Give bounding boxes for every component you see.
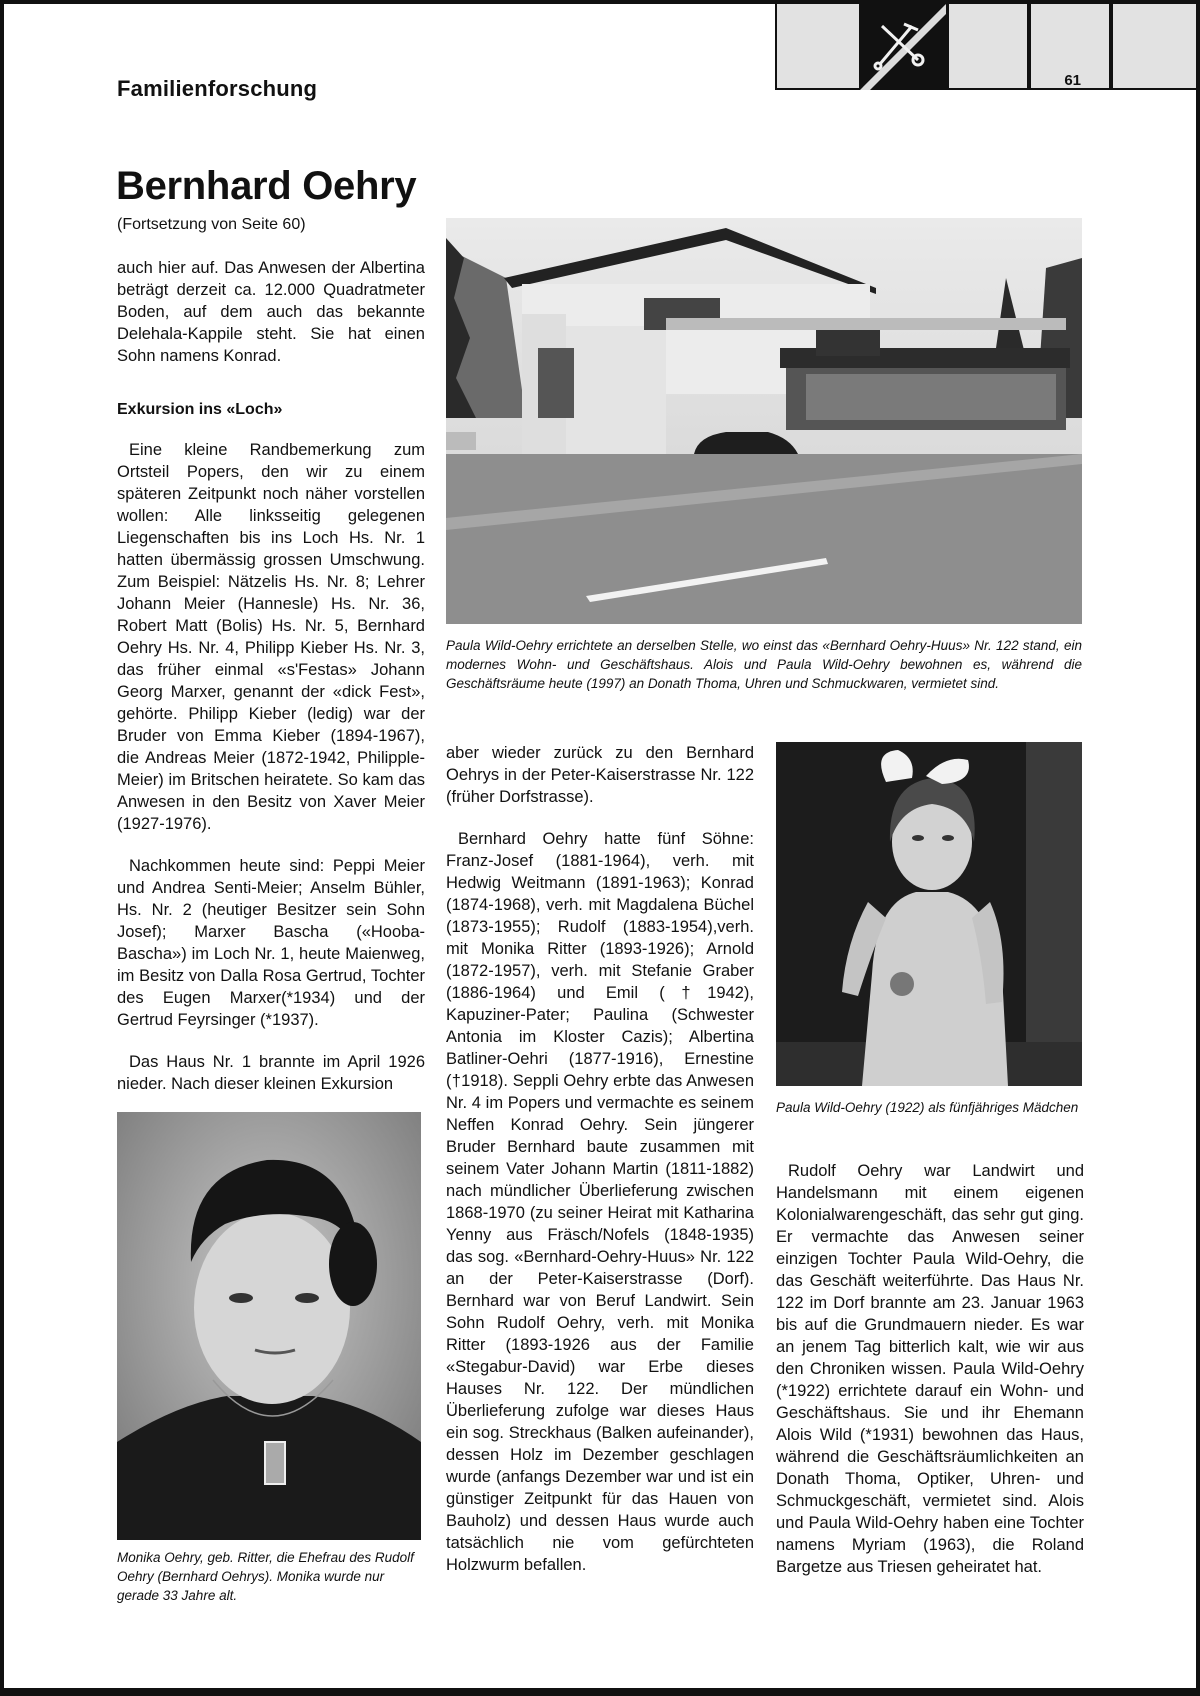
header-tab-blank — [947, 4, 1029, 90]
caption-woman: Monika Oehry, geb. Ritter, die Ehefrau des Rudolf Oehry (Bernhard Oehrys). Monika wurde nur gerade 33 Jahre alt. — [117, 1550, 414, 1603]
column-2 — [446, 742, 754, 1596]
paragraph: Bernhard Oehry hatte fünf Söhne: Franz-Josef (1881-1964), verh. mit Hedwig Weitmann (1891-1963); Konrad (1874-1968), verh. mit Magdalena Büchel (1873-1955); Rudolf (1883-1954),verh. mit Monika Ritter (1893-1926); Arnold (1872-1957), verh. mit Stefanie Graber (1886-1964) und Emil (†1942), Kapuziner-Pater; Paulina (Schwester Antonia im Kloster Cazis); Albertina Batliner-Oehri (1877-1916), Ernestine (†1918). Seppli Oehry erbte das Anwesen Nr. 4 im Popers und vermachte es seinem Neffen Konrad Oehry. Sein jüngerer Bruder Bernhard baute zusammen mit seinem Vater Johann Martin (1811-1882) nach mündlicher Überlieferung zwischen 1868-1970 (zu seiner Heirat mit Katharina Yenny aus Fräsch/Nofels (1848-1935) das sog. «Bernhard-Oehry-Huus» Nr. 122 an der Peter-Kaiserstrasse (Dorf). Bernhard war von Beruf Landwirt. Sein Sohn Rudolf Oehry, verh. mit Monika Ritter (1893-1926 aus der Familie «Stegabur-David) war Erbe dieses Hauses Nr. 122. Der mündlichen Überlieferung zufolge war dieses Haus ein sog. Streckhaus (Balken aufeinander), dessen Holz im Dezember geschlagen wurde (anfangs Dezember war und ist ein günstiger Zeitpunkt für das Hauen von Bauholz) und dessen Haus wurde auch tatsächlich nie vom gefürchteten Holzwurm befallen. — [446, 830, 754, 1574]
section-label: Familienforschung — [117, 76, 318, 101]
article-title: Bernhard Oehry — [116, 164, 417, 208]
header-tab-blank — [775, 4, 861, 90]
section-heading: Exkursion ins «Loch» — [117, 401, 283, 418]
header-tabs — [775, 4, 1196, 92]
portrait-photo-woman — [117, 1112, 421, 1540]
paragraph: auch hier auf. Das Anwesen der Albertina beträgt derzeit ca. 12.000 Quadratmeter Boden, auf dem auch das bekannte Delehala-Kappile steht. Sie hat einen Sohn namens Konrad. — [117, 259, 425, 365]
article-subtitle: (Fortsetzung von Seite 60) — [117, 216, 306, 233]
column-3 — [776, 1160, 1084, 1598]
portrait-photo-girl — [776, 742, 1082, 1086]
paragraph: Rudolf Oehry war Landwirt und Handelsmann mit einem eigenen Kolonialwarengeschäft, das sehr gut ging. Er vermachte das Anwesen seiner einzigen Tochter Paula Wild-Oehry, die das Geschäft weiterführte. Das Haus Nr. 122 im Dorf brannte am 23. Januar 1963 bis auf die Grundmauern nieder. Es war an jenem Tag bitterlich kalt, wie wir aus den Chroniken wissen. Paula Wild-Oehry (*1922) errichtete darauf ein Wohn- und Geschäftshaus. Sie und ihr Ehemann Alois Wild (*1931) bewohnen das Haus, während die Geschäftsräumlichkeiten an Donath Thoma, Optiker, Uhren- und Schmuckgeschäft, vermietet sind. Alois und Paula Wild-Oehry haben eine Tochter namens Myriam (1963), die Roland Bargetze aus Triesen geheiratet hat. — [776, 1162, 1084, 1576]
page-number: 61 — [1064, 72, 1081, 89]
magazine-page — [4, 4, 1196, 1688]
paragraph: aber wieder zurück zu den Bernhard Oehrys in der Peter-Kaiserstrasse Nr. 122 (früher Dorfstrasse). — [446, 744, 754, 806]
paragraph: Das Haus Nr. 1 brannte im April 1926 nieder. Nach dieser kleinen Exkursion — [117, 1053, 425, 1093]
column-1 — [117, 257, 425, 1115]
house-photo — [446, 218, 1082, 624]
paragraph: Eine kleine Randbemerkung zum Ortsteil Popers, den wir zu einem späteren Zeitpunkt noch näher vorstellen wollen: Alle linksseitig gelegenen Liegenschaften bis ins Loch Hs. Nr. 1 hatten übermässig grossen Umschwung. Zum Beispiel: Nätzelis Hs. Nr. 8; Lehrer Johann Meier (Hannesle) Hs. Nr. 36, Robert Matt (Bolis) Hs. Nr. 5, Bernhard Oehry Hs. Nr. 4, Philipp Kieber Hs. Nr. 3, das früher einmal «s'Festas» Johann Georg Marxer, genannt der «dick Fest», gehörte. Philipp Kieber (ledig) war der Bruder von Emma Kieber (1894-1967), die Andreas Meier (1872-1942, Philipple-Meier) im Britschen heiratete. So kam das Anwesen in den Besitz von Xaver Meier (1927-1976). — [117, 441, 425, 833]
paragraph: Nachkommen heute sind: Peppi Meier und Andrea Senti-Meier; Anselm Bühler, Hs. Nr. 2 (heutiger Besitzer sein Sohn Josef); Marxer Bascha («Hooba-Bascha») im Loch Nr. 1, heute Maienweg, im Besitz von Dalla Rosa Gertrud, Tochter des Eugen Marxer(*1934) und der Gertrud Feyrsinger (*1937). — [117, 857, 425, 1029]
crossed-tools-icon — [860, 4, 946, 90]
caption-girl: Paula Wild-Oehry (1922) als fünfjähriges Mädchen — [776, 1100, 1079, 1115]
caption-house: Paula Wild-Oehry errichtete an derselben Stelle, wo einst das «Bernhard Oehry-Huus» Nr. 122 stand, ein modernes Wohn- und Geschäftshaus. Alois und Paula Wild-Oehry bewohnen es, während die Geschäftsräume heute (1997) an Donath Thoma, Uhren und Schmuckwaren, vermietet sind. — [446, 638, 1082, 691]
header-tab-blank — [1111, 4, 1196, 90]
